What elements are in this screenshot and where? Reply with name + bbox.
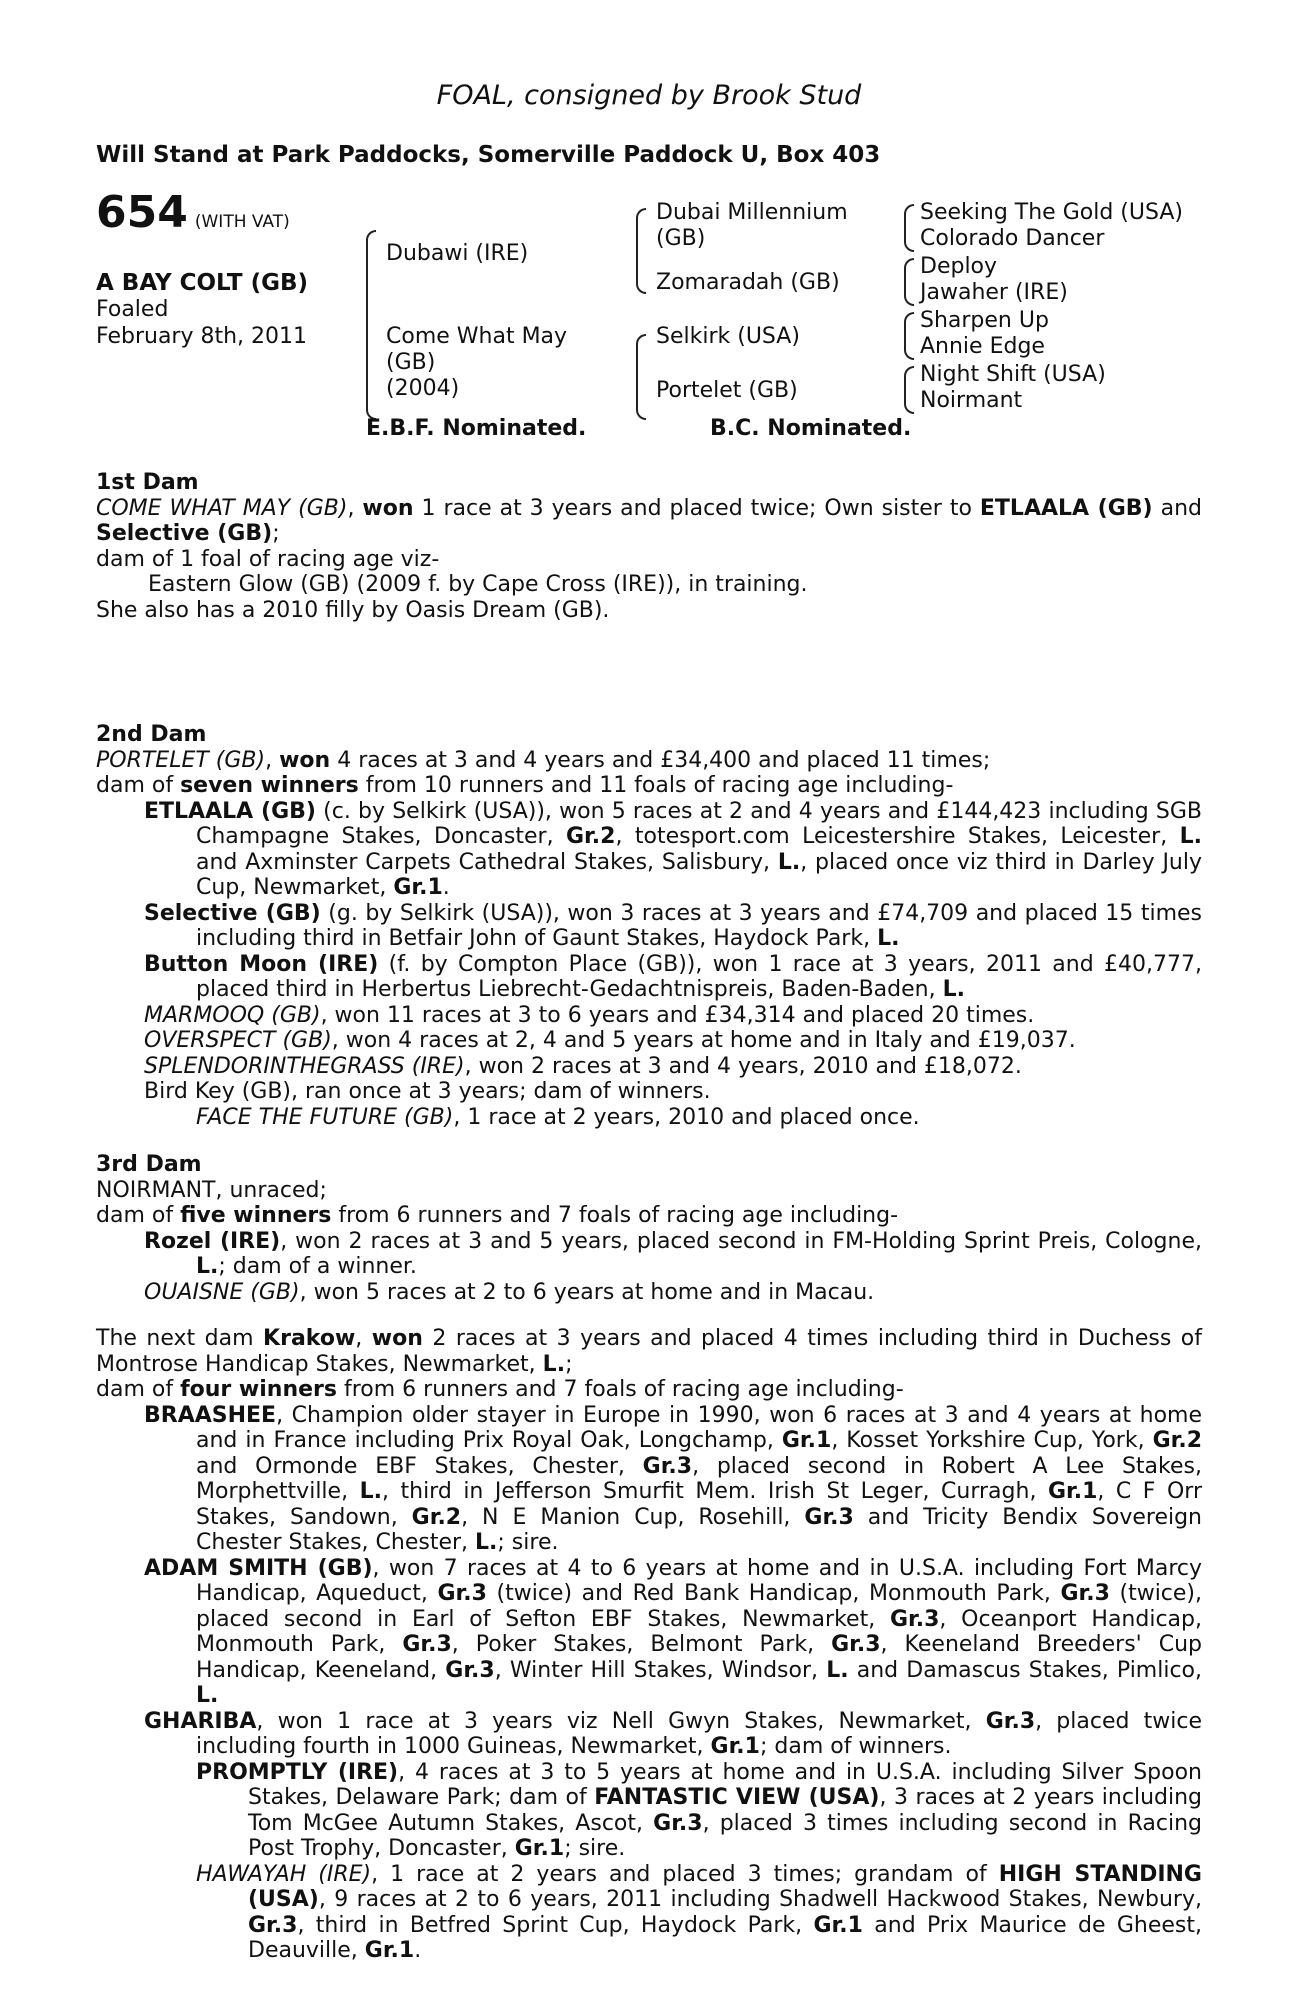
next-dam-produce-intro: dam of four winners from 6 runners and 7 foals of racing age including- [96,1377,904,1402]
page-title: FOAL, consigned by Brook Stud [436,80,862,111]
lot-name: A BAY COLT (GB) [96,270,309,296]
brace-dam-line [636,334,646,420]
third-dam-produce-1: Rozel (IRE), won 2 races at 3 and 5 years, placed second in FM-Holding Sprint Preis, Cologne, L.; dam of a winner. [144,1228,1202,1279]
pedigree-sire: Dubawi (IRE) [386,241,529,266]
next-dam-produce-adam-smith: ADAM SMITH (GB), won 7 races at 4 to 6 years at home and in U.S.A. including Fort Marcy Handicap, Aqueduct, Gr.3 (twice) and Red Bank Handicap, Monmouth Park, Gr.3 (twice), placed second in Earl of Sefton EBF Stakes, Newmarket, Gr.3, Oceanport Handicap, Monmouth Park, Gr.3, Poker Stakes, Belmont Park, Gr.3, Keeneland Breeders' Cup Handicap, Keeneland, Gr.3, Winter Hill Stakes, Windsor, L. and Damascus Stakes, Pimlico, L. [144,1555,1203,1708]
next-dam-produce-braashee: BRAASHEE, Champion older stayer in Europe in 1990, won 6 races at 3 and 4 years at home and in France including Prix Royal Oak, Longchamp, Gr.1, Kosset Yorkshire Cup, York, Gr.2 and Ormonde EBF Stakes, Chester, Gr.3, placed second in Robert A Lee Stakes, Morphettville, L., third in Jefferson Smurfit Mem. Irish St Leger, Curragh, Gr.1, C F Orr Stakes, Sandown, Gr.2, N E Manion Cup, Rosehill, Gr.3 and Tricity Bendix Sovereign Chester Stakes, Chester, L.; sire. [144,1402,1203,1555]
second-dam-para: PORTELET (GB), won 4 races at 3 and 4 years and £34,400 and placed 11 times; [96,747,991,773]
second-dam-produce-6: SPLENDORINTHEGRASS (IRE), won 2 races at 3 and 4 years, 2010 and £18,072. [144,1053,1022,1079]
first-dam-heading: 1st Dam [96,470,199,495]
pedigree-ssd: Colorado Dancer [920,226,1105,251]
second-dam-produce-5: OVERSPECT (GB), won 4 races at 2, 4 and 5 years at home and in Italy and £19,037. [144,1028,1076,1053]
pedigree-dds: Night Shift (USA) [920,362,1106,387]
pedigree-dsd: Annie Edge [920,334,1045,359]
section-next-dam [96,1326,1202,1964]
foaled-label: Foaled [96,297,169,322]
second-dam-heading: 2nd Dam [96,722,207,747]
third-dam-produce-intro: dam of five winners from 6 runners and 7 foals of racing age including- [96,1203,899,1228]
second-dam-produce-1: ETLAALA (GB) (c. by Selkirk (USA)), won 5 races at 2 and 4 years and £144,423 including SGB Champagne Stakes, Doncaster, Gr.2, totesport.com Leicestershire Stakes, Leicester, L. and Axminster Carpets Cathedral Stakes, Salisbury, L., placed once viz third in Darley July Cup, Newmarket, Gr.1. [144,798,1203,900]
pedigree-dam: Come What May (GB) (2004) [386,324,568,401]
next-dam-grandproduce-hawayah: HAWAYAH (IRE), 1 race at 2 years and placed 3 times; grandam of HIGH STANDING (USA), 9 races at 2 to 6 years, 2011 including Shadwell Hackwood Stakes, Newbury, Gr.3, third in Betfred Sprint Cup, Haydock Park, Gr.1 and Prix Maurice de Gheest, Deauville, Gr.1. [196,1861,1202,1963]
pedigree-sds: Deploy [920,254,998,279]
brace-g3-2 [904,258,914,306]
section-first-dam [96,470,1202,623]
second-dam-produce-4: MARMOOQ (GB), won 11 races at 3 to 6 years and £34,314 and placed 20 times. [144,1002,1035,1028]
brace-g3-4 [904,366,914,414]
section-third-dam [96,1152,1202,1305]
stand-location: Will Stand at Park Paddocks, Somerville Paddock U, Box 403 [96,142,881,168]
pedigree-dam-sire: Selkirk (USA) [656,324,800,349]
ebf-nominated: E.B.F. Nominated. [366,416,587,441]
pedigree-ddd: Noirmant [920,388,1023,413]
first-dam-produce-intro: dam of 1 foal of racing age viz- [96,546,440,572]
first-dam-note: She also has a 2010 filly by Oasis Dream (GB). [96,597,610,623]
pedigree-block [96,187,1202,460]
pedigree-dam-dam: Portelet (GB) [656,378,798,403]
lot-heading [96,187,290,238]
second-dam-produce-7: Bird Key (GB), ran once at 3 years; dam of winners. [144,1079,711,1104]
pedigree-sdd: Jawaher (IRE) [920,280,1068,305]
pedigree-sire-dam: Zomaradah (GB) [656,270,840,295]
next-dam-produce-ghariba: GHARIBA, won 1 race at 3 years viz Nell Gwyn Stakes, Newmarket, Gr.3, placed twice including fourth in 1000 Guineas, Newmarket, Gr.1; dam of winners. [144,1708,1202,1759]
third-dam-produce-2: OUAISNE (GB), won 5 races at 2 to 6 years at home and in Macau. [144,1279,875,1305]
pedigree-sire-sire: Dubai Millennium (GB) [656,200,848,251]
section-second-dam [96,722,1202,1130]
second-dam-produce-2: Selective (GB) (g. by Selkirk (USA)), won 3 races at 3 years and £74,709 and placed 15 times including third in Betfair John of Gaunt Stakes, Haydock Park, L. [144,900,1203,951]
third-dam-heading: 3rd Dam [96,1152,202,1177]
brace-sire-line [636,208,646,294]
first-dam-para: COME WHAT MAY (GB), won 1 race at 3 years and placed twice; Own sister to ETLAALA (GB) and Selective (GB); [96,495,1202,546]
third-dam-para: NOIRMANT, unraced; [96,1177,327,1203]
brace-g3-1 [904,204,914,252]
vat-label: (WITH VAT) [194,212,290,232]
second-dam-grandproduce-1: FACE THE FUTURE (GB), 1 race at 2 years, 2010 and placed once. [196,1104,920,1130]
second-dam-produce-3: Button Moon (IRE) (f. by Compton Place (GB)), won 1 race at 3 years, 2011 and £40,777, placed third in Herbertus Liebrecht-Gedachtnispreis, Baden-Baden, L. [144,951,1202,1002]
lot-number: 654 [96,187,188,238]
pedigree-sss: Seeking The Gold (USA) [920,200,1183,225]
pedigree-dss: Sharpen Up [920,308,1049,333]
next-dam-grandproduce-promptly: PROMPTLY (IRE), 4 races at 3 to 5 years at home and in U.S.A. including Silver Spoon Stakes, Delaware Park; dam of FANTASTIC VIEW (USA), 3 races at 2 years including Tom McGee Autumn Stakes, Ascot, Gr.3, placed 3 times including second in Racing Post Trophy, Doncaster, Gr.1; sire. [196,1759,1202,1861]
brace-g3-3 [904,312,914,360]
first-dam-produce-1: Eastern Glow (GB) (2009 f. by Cape Cross (IRE)), in training. [148,572,808,597]
next-dam-para: The next dam Krakow, won 2 races at 3 years and placed 4 times including third in Duchess of Montrose Handicap Stakes, Newmarket, L.; [96,1326,1203,1377]
foaled-date: February 8th, 2011 [96,324,308,349]
brace-parents [366,230,376,420]
second-dam-produce-intro: dam of seven winners from 10 runners and 11 foals of racing age including- [96,773,954,798]
bc-nominated: B.C. Nominated. [710,416,912,441]
